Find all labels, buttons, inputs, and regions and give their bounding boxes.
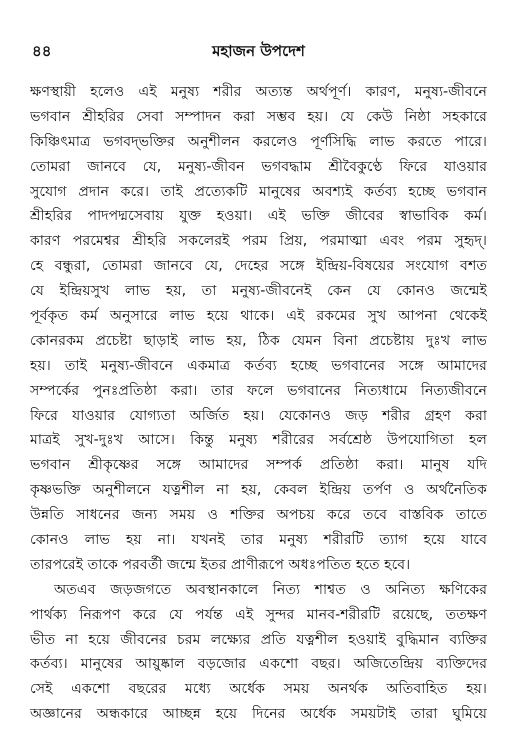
text-line: কৃষ্ণভক্তি অনুশীলনে যত্নশীল না হয়, কেবল ইন্দ্রিয় তর্পণ ও অর্থনৈতিক	[30, 482, 487, 499]
text-line: সম্পর্কের পুনঃপ্রতিষ্ঠা করা। তার ফলে ভগবানের নিত্যধামে নিত্যজীবনে	[30, 382, 487, 399]
page-number: ৪৪	[32, 42, 52, 60]
text-line: ক্ষণস্থায়ী হলেও এই মনুষ্য শরীর অত্যন্ত অর্থপূর্ণ। কারণ, মনুষ্য-জীবনে	[30, 84, 487, 100]
text-line: যে ইন্দ্রিয়সুখ লাভ হয়, তা মনুষ্য-জীবনেই কেন যে কোনও জন্মেই	[30, 283, 487, 300]
text-line: হয়। তাই মনুষ্য-জীবনে একমাত্র কর্তব্য হচ্ছে ভগবানের সঙ্গে আমাদের	[30, 357, 487, 374]
text-line: ভীত না হয়ে জীবনের চরম লক্ষ্যের প্রতি যত্নশীল হওয়াই বুদ্ধিমান ব্যক্তির	[30, 631, 487, 648]
text-line: অজ্ঞানের অন্ধকারে আচ্ছন্ন হয়ে দিনের অর্ধেক সময়টাই তারা ঘুমিয়ে	[30, 706, 487, 723]
text-line: কোনও লাভ হয় না। যখনই তার মনুষ্য শরীরটি ত্যাগ হয়ে যাবে	[30, 532, 487, 549]
text-line: ভগবান শ্রীহরির সেবা সম্পাদন করা সম্ভব হয়। যে কেউ নিষ্ঠা সহকারে	[30, 108, 487, 125]
text-line: কারণ পরমেশ্বর শ্রীহরি সকলেরই পরম প্রিয়, পরমাত্মা এবং পরম সুহৃদ্‌।	[30, 233, 487, 250]
text-line: শ্রীহরির পাদপদ্মসেবায় যুক্ত হওয়া। এই ভক্তি জীবের স্বাভাবিক কর্ম।	[30, 208, 487, 225]
text-line: অতএব জড়জগতে অবস্থানকালে নিত্য শাশ্বত ও অনিত্য ক্ষণিকের	[54, 581, 487, 598]
text-line: হে বন্ধুরা, তোমরা জানবে যে, দেহের সঙ্গে ইন্দ্রিয়-বিষয়ের সংযোগ বশত	[30, 258, 487, 275]
text-line: কোনরকম প্রচেষ্টা ছাড়াই লাভ হয়, ঠিক যেমন বিনা প্রচেষ্টায় দুঃখ লাভ	[30, 332, 487, 349]
paragraph-1	[30, 80, 487, 578]
text-line: সুযোগ প্রদান করে। তাই প্রত্যেকটি মানুষের অবশ্যই কর্তব্য হচ্ছে ভগবান	[30, 183, 487, 200]
text-line: কিঞ্চিৎমাত্র ভগবদ্‌ভক্তির অনুশীলন করলেও পূর্ণসিদ্ধি লাভ করতে পারে।	[30, 133, 487, 150]
text-line: পার্থক্য নিরূপণ করে যে পর্যন্ত এই সুন্দর মানব-শরীরটি রয়েছে, ততক্ষণ	[30, 606, 487, 623]
text-line: কর্তব্য। মানুষের আয়ুষ্কাল বড়জোর একশো বছর। অজিতেন্দ্রিয় ব্যক্তিদের	[30, 656, 487, 673]
running-title: মহাজন উপদেশ	[212, 42, 305, 60]
text-line: তারপরেই তাকে পরবর্তী জন্মে ইতর প্রাণীরূপে অধঃপতিত হতে হবে।	[30, 556, 411, 573]
text-line: তোমরা জানবে যে, মনুষ্য-জীবন ভগবদ্ধাম শ্রীবৈকুণ্ঠে ফিরে যাওয়ার	[30, 158, 487, 175]
text-line: পূর্বকৃত কর্ম অনুসারে লাভ হয়ে থাকে। এই রকমের সুখ আপনা থেকেই	[30, 308, 487, 325]
text-line: উন্নতি সাধনের জন্য সময় ও শক্তির অপচয় করে তবে বাস্তবিক তাতে	[30, 507, 487, 524]
text-line: ফিরে যাওয়ার যোগ্যতা অর্জিত হয়। যেকোনও জড় শরীর গ্রহণ করা	[30, 407, 487, 424]
text-line: মাত্রই সুখ-দুঃখ আসে। কিন্তু মনুষ্য শরীরের সর্বশ্রেষ্ঠ উপযোগিতা হল	[30, 432, 487, 449]
text-line: সেই একশো বছরের মধ্যে অর্ধেক সময় অনর্থক অতিবাহিত হয়।	[30, 681, 487, 698]
body-text	[30, 80, 487, 727]
page-header	[30, 40, 487, 66]
text-line: ভগবান শ্রীকৃষ্ণের সঙ্গে আমাদের সম্পর্ক প্রতিষ্ঠা করা। মানুষ যদি	[30, 457, 487, 474]
paragraph-2	[30, 578, 487, 727]
